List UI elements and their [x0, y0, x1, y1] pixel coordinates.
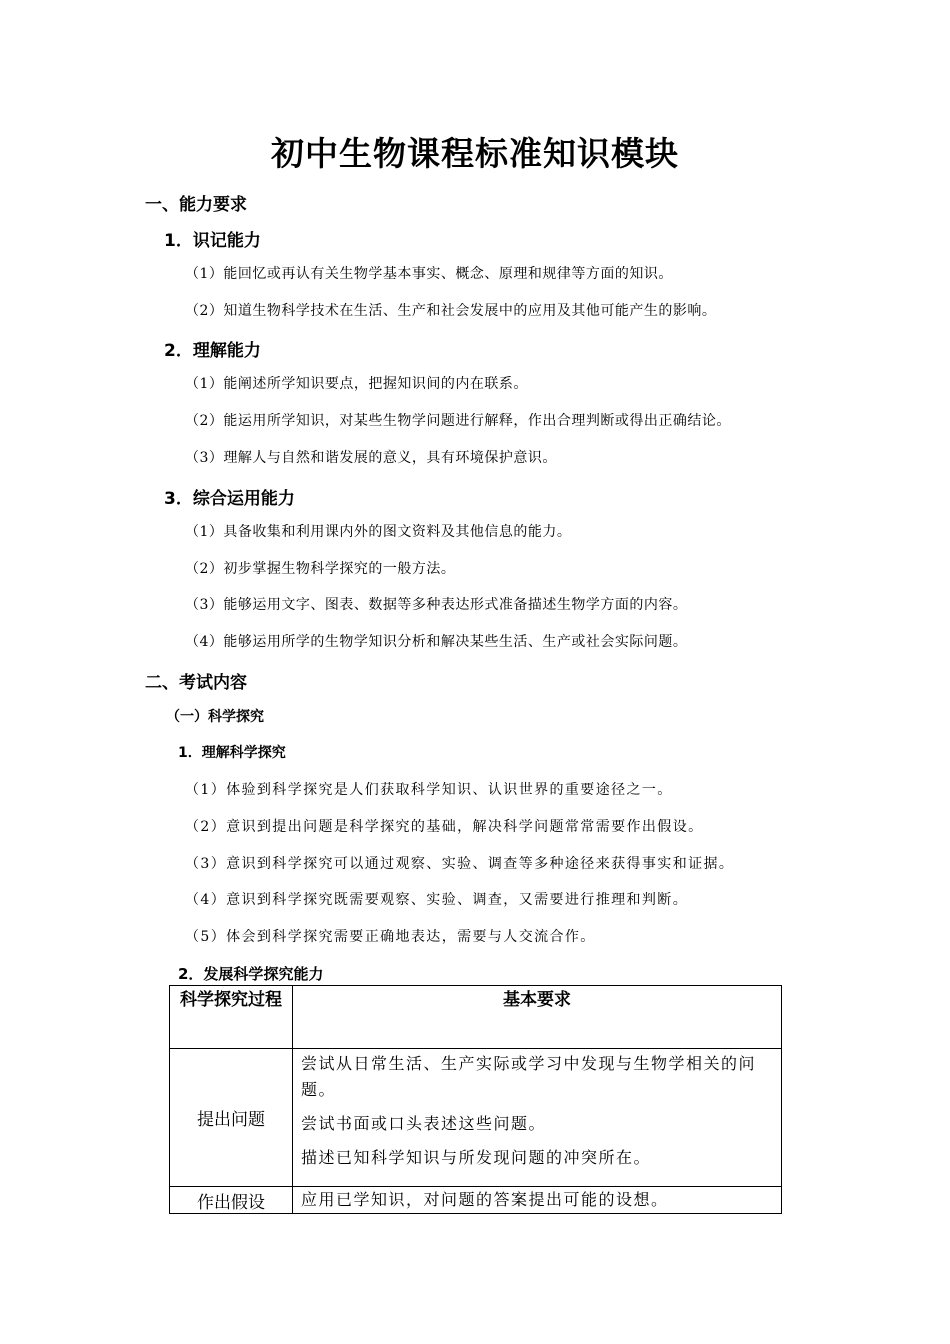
list-item: （3）理解人与自然和谐发展的意义，具有环境保护意识。 [185, 450, 557, 466]
requirement-text: 尝试书面或口头表述这些问题。 [301, 1114, 547, 1133]
list-item: （1）能回忆或再认有关生物学基本事实、概念、原理和规律等方面的知识。 [185, 266, 673, 282]
table-row [170, 1187, 782, 1214]
page-title: 初中生物课程标准知识模块 [271, 134, 679, 173]
subsection-heading-understand-inquiry: 1．理解科学探究 [178, 745, 286, 761]
list-item: （2）能运用所学知识，对某些生物学问题进行解释，作出合理判断或得出正确结论。 [185, 413, 731, 429]
list-item: （3）能够运用文字、图表、数据等多种表达形式准备描述生物学方面的内容。 [185, 597, 688, 613]
list-item: （4）意识到科学探究既需要观察、实验、调查，又需要进行推理和判断。 [185, 892, 689, 908]
requirement-cell [293, 1049, 782, 1187]
list-item: （2）初步掌握生物科学探究的一般方法。 [185, 561, 456, 577]
list-item: （1）能阐述所学知识要点，把握知识间的内在联系。 [185, 376, 528, 392]
process-cell: 提出问题 [170, 1049, 293, 1187]
part-heading-inquiry: （一）科学探究 [166, 709, 264, 725]
section-heading-ability: 一、能力要求 [145, 195, 247, 215]
subsection-heading-develop-inquiry: 2．发展科学探究能力 [178, 965, 324, 983]
list-item: （1）具备收集和利用课内外的图文资料及其他信息的能力。 [185, 524, 572, 540]
list-item: （5）体会到科学探究需要正确地表达，需要与人交流合作。 [185, 929, 596, 945]
header-process: 科学探究过程 [170, 986, 293, 1049]
list-item: （2）意识到提出问题是科学探究的基础，解决科学问题常常需要作出假设。 [185, 819, 704, 835]
subsection-heading-memory: 1．识记能力 [164, 231, 261, 251]
inquiry-requirements-table [169, 985, 782, 1214]
requirement-cell [293, 1187, 782, 1214]
subsection-heading-application: 3．综合运用能力 [164, 489, 295, 509]
table-header-row [170, 986, 782, 1049]
section-heading-exam-content: 二、考试内容 [145, 673, 247, 693]
requirement-text: 应用已学知识，对问题的答案提出可能的设想。 [301, 1190, 669, 1209]
requirement-text: 描述已知科学知识与所发现问题的冲突所在。 [301, 1148, 652, 1167]
process-cell: 作出假设 [170, 1187, 293, 1214]
requirement-text: 尝试从日常生活、生产实际或学习中发现与生物学相关的问题。 [301, 1054, 757, 1099]
list-item: （2）知道生物科学技术在生活、生产和社会发展中的应用及其他可能产生的影响。 [185, 303, 717, 319]
list-item: （4）能够运用所学的生物学知识分析和解决某些生活、生产或社会实际问题。 [185, 634, 688, 650]
table-row [170, 1049, 782, 1187]
subsection-heading-understanding: 2．理解能力 [164, 341, 261, 361]
list-item: （1）体验到科学探究是人们获取科学知识、认识世界的重要途径之一。 [185, 782, 673, 798]
list-item: （3）意识到科学探究可以通过观察、实验、调查等多种途径来获得事实和证据。 [185, 856, 735, 872]
header-requirement: 基本要求 [293, 986, 782, 1049]
